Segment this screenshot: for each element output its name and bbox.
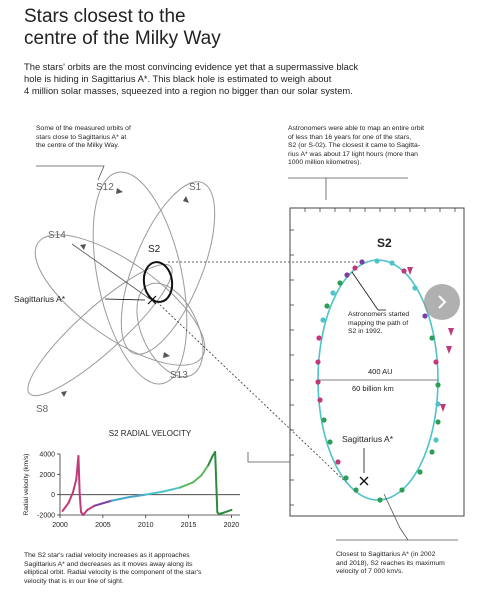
orbits-caption: Some of the measured orbits of stars close to Sagittarius A* at the centre of the Milky Way. [36,125,131,149]
orbit-arrow-s13 [163,352,170,358]
velocity-segment-5 [80,495,81,512]
x-tick-label-3: 2015 [180,522,197,529]
label-s1: S1 [189,182,202,193]
velocity-segment-10 [111,497,128,501]
panel-sgr-label: Sagittarius A* [342,434,394,444]
x-tick-label-0: 2000 [52,522,68,529]
x-tick-label-1: 2005 [95,522,111,529]
velocity-caption: The S2 star's radial velocity increases as it approaches Sagittarius A* and decreases as it moves away along its elliptical orbit. Radial velocity is the component of the star's velocity that is in our line of sight. [24,552,202,585]
velocity-segment-16 [201,465,208,475]
chart-title: S2 RADIAL VELOCITY [108,429,192,438]
s2-panel-title: S2 [377,236,392,250]
velocity-segment-13 [163,488,180,492]
au-label: 400 AU [368,367,393,376]
closest-caption: Closest to Sagittarius A* (in 2002 and 2018), S2 reaches its maximum velocity of 7 000 km/s. [336,551,445,575]
y-tick-label-3: -2000 [37,512,55,520]
label-s8: S8 [36,404,49,415]
closest-pointer [384,494,408,540]
velocity-segment-0 [63,503,69,511]
velocity-segment-12 [146,492,163,495]
chart-bracket [248,452,290,462]
y-tick-label-1: 2000 [39,471,55,479]
page-title: Stars closest to the centre of the Milky Way [24,6,221,49]
chart-ylabel: Radial velocity (km/s) [23,453,30,516]
s2-data-points [315,258,440,502]
km-label: 60 billion km [352,384,394,393]
orbit-arrow-s12 [116,188,123,194]
y-tick-label-2: 0 [51,492,55,500]
y-tick-label-0: 4000 [39,451,55,459]
velocity-segment-23 [223,510,232,513]
velocity-segment-9 [94,501,111,506]
radial-velocity-chart [18,424,248,536]
next-slide-button[interactable] [424,284,460,320]
left-caption-pointer [36,166,104,180]
label-s13: S13 [170,370,188,381]
orbit-arrow-s1 [183,196,189,203]
velocity-segment-19 [215,452,217,500]
orbit-arrow-s8 [61,391,67,397]
intro-paragraph: The stars' orbits are the most convincing evidence yet that a supermassive black hole is hiding in Sagittarius A*. This black hole is estimated to weigh about 4 million solar masses, squeezed into a region no bigger than our solar system. [24,61,359,96]
chevron-right-icon [435,294,449,310]
s14-trail [72,244,150,299]
velocity-segment-4 [78,456,79,495]
orbit-s12 [76,164,203,393]
label-s2: S2 [148,244,161,255]
sgr-pointer [105,299,145,300]
orbit-s8 [15,250,186,410]
s2-orbit-caption: Astronomers were able to map an entire orbit of less than 16 years for one of the stars, S2 (or S-02). The closest it came to Sagitta- rius A* was about 17 light hours (more than 1000 million kilometres). [288,125,425,166]
velocity-segment-8 [87,506,94,510]
label-s12: S12 [96,182,114,193]
velocity-segment-1 [69,493,73,503]
started-note: Astronomers started mapping the path of S2 in 1992. [348,311,410,335]
start-pointer [352,272,386,310]
label-sgr: Sagittarius A* [14,294,66,304]
x-tick-label-2: 2010 [137,522,154,529]
velocity-segment-14 [180,482,193,487]
label-s14: S14 [48,230,66,241]
velocity-segment-15 [193,475,202,482]
x-tick-label-4: 2020 [223,522,240,529]
velocity-segment-2 [73,479,76,492]
orbit-arrow-s14 [80,244,86,250]
velocity-segment-17 [208,456,212,465]
